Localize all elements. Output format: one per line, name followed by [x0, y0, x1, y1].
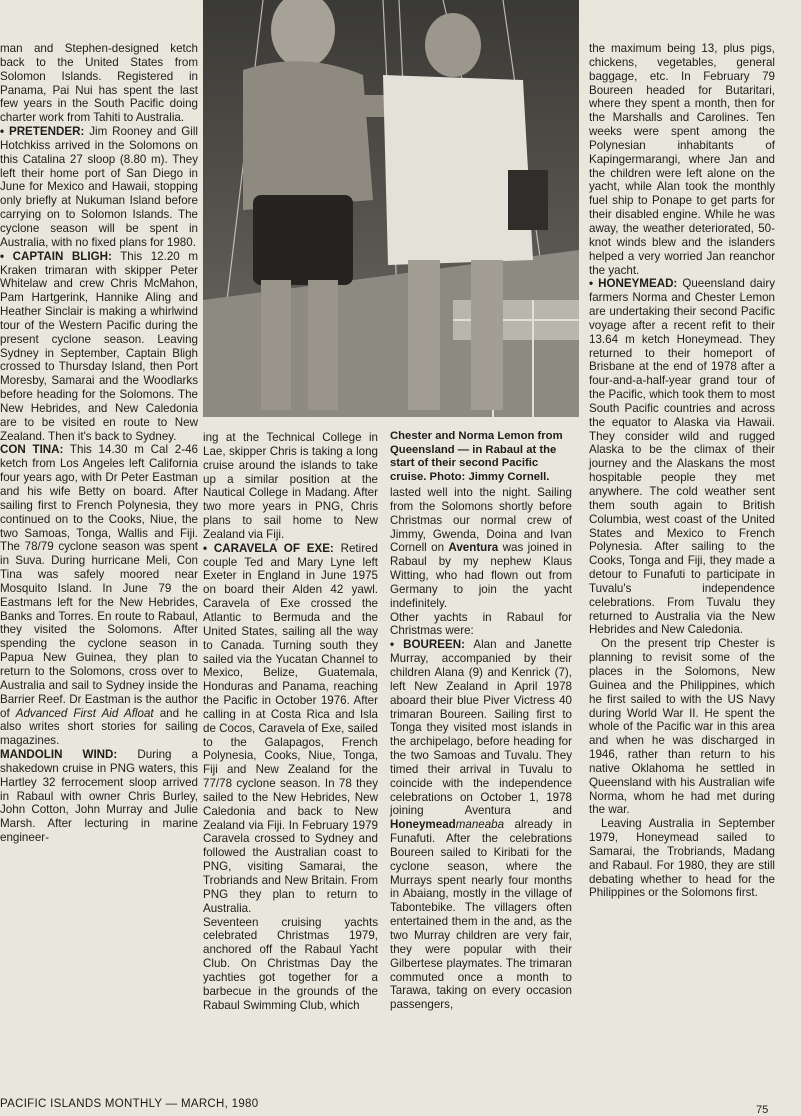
paragraph-text: and he also writes short stories for sailing magazines. [0, 706, 199, 748]
paragraph-text: Other yachts in Rabaul for Christmas were: [390, 610, 572, 638]
paragraph-text: Leaving Australia in September 1979, Honeymead sailed to Samarai, the Trobriands, Madang and Rabaul. For 1980, they are still debating whether to head for the Philippines or the Solomons first. [589, 817, 775, 900]
paragraph-text: Honeymead [390, 818, 456, 832]
paragraph [0, 250, 198, 444]
paragraph-text: man and Stephen-designed ketch back to the United States from Solomon Islands. Registered in Panama, Pai Nui has spent the last few years in the South Pacific doing charter work from Tahiti to Australia. [0, 42, 198, 125]
paragraph-text: was joined in Rabaul by my nephew Klaus Witting, who had flown out from Germany to join the yacht indefinitely. [390, 541, 572, 610]
paragraph-text: Jim Rooney and Gill Hotchkiss arrived in the Solomons on this Catalina 27 sloop (8.80 m). They left their home port of San Diego in June for Mexico and Hawaii, stopping only briefly at Nukuman Island before carrying on to Solomon Islands. The cyclone season will be spent in Australia, with no fixed plans for 1980. [0, 125, 198, 249]
column-1 [0, 42, 198, 845]
entry-heading: CON TINA: [0, 443, 64, 457]
paragraph-text: This 14.30 m Cal 2-46 ketch from Los Angeles left California four years ago, with Dr Peter Eastman and his wife Betty on board. After sailing first to French Polynesia, they continued on to the Cooks, Niue, the two Samoas, Tonga, Wallis and Fiji. The 78/79 cyclone season was spent in Suva. During hurricane Meli, Con Tina was safely moored near Mosquito Island. In June 79 the Eastmans left for the New Hebrides, Banks and Torres. En route to Rabaul, they visited the Solomons. After spending the cyclone season in Papua New Guinea, they plan to return to the Solomons, cross over to Australia and sail to Sydney inside the Barrier Reef. Dr Eastman is the author of [0, 443, 198, 720]
paragraph-text: maneaba [455, 818, 505, 832]
paragraph [0, 42, 198, 125]
paragraph-text: ing at the Technical College in Lae, skipper Chris is taking a long cruise around the islands to take up a similar position at the Nautical College in Madang. After two more years in PNG, Chris plans to sail home to New Zealand via Fiji. [203, 431, 378, 541]
footer-publication: PACIFIC ISLANDS MONTHLY — MARCH, 1980 [0, 1098, 259, 1110]
paragraph-text: Queensland dairy farmers Norma and Chester Lemon are undertaking their second Pacific voyage after a recent refit to their 13.64 m ketch Honeymead. They returned to their homeport of Brisbane at the end of 1978 after a four-and-a-half-year grand tour of the Pacific, which took them to most South Pacific countries and across the equator to Alaska via Hawaii. They consider wild and rugged Alaska to be the climax of their journey and the Alaskans the most hospitable people they met anywhere. The cold weather sent them south again to British Columbia, west coast of the United States and Mexico to French Polynesia. After sailing to the Cooks, Tonga and Fiji, they made a detour to Funafuti to participate in Tuvalu's independence celebrations. From Tuvalu they returned to Australia via the New Hebrides and New Caledonia. [589, 277, 775, 637]
paragraph [589, 637, 775, 817]
column-2 [203, 431, 378, 1012]
paragraph-text: Retired couple Ted and Mary Lyne left Exeter in England in June 1975 on board their Alden 42 yawl. Caravela of Exe crossed the Atlantic to Bermuda and the United States, sailing all the way to Canada. Turning south they sailed via the Yucatan Channel to Mexico, Belize, Guatemala, Honduras and Panama, reaching the Pacific in October 1976. After calling in at Costa Rica and Isla de Cocos, Caravela of Exe, sailed to the Galapagos, French Polynesia, Cooks, Niue, Tonga, Fiji and New Zealand for the 77/78 cyclone season. In 78 they sailed to the New Hebrides, New Caledonia and back to New Zealand via Fiji. In February 1979 Caravela crossed to Sydney and followed the Australian coast to PNG, visiting Samarai, the Trobriands and New Britain. From PNG they plan to return to Australia. [203, 541, 378, 915]
paragraph-text: the maximum being 13, plus pigs, chickens, vegetables, general baggage, etc. In February 79 Boureen headed for Butaritari, where they spent a month, then for the Marshalls and Carolines. Ten weeks were spent among the Polynesian inhabitants of Kapingermarangi, where Jan and the children were left alone on the yacht, while Alan took the monthly fuel ship to Ponape to get parts for their disabled engine. While he was away, the weather deteriorated, 50-knot winds blew and the islanders helped a very worried Jan reanchor the yacht. [589, 42, 775, 277]
paragraph-text: On the present trip Chester is planning to revisit some of the places in the Solomons, New Guinea and the Philippines, which he first sailed to with the US Navy during World War II. He spent the whole of the Pacific war in this area and when he was discharged in 1946, rather than return to his native Oklahoma he settled in Queensland with his Australian wife Norma, whom he had met during the war. [589, 637, 775, 817]
paragraph [589, 817, 775, 900]
paragraph [203, 542, 378, 916]
paragraph [390, 611, 572, 639]
photo-chester-and-norma-lemon [203, 0, 579, 417]
entry-heading: • CARAVELA OF EXE: [203, 541, 334, 555]
paragraph-text: Seventeen cruising yachts celebrated Christmas 1979, anchored off the Rabaul Yacht Club. On Christmas Day the yachties got together for a barbecue in the grounds of the Rabaul Swimming Club, which [203, 915, 378, 1012]
column-4 [589, 42, 775, 900]
page-number: 75 [756, 1104, 769, 1116]
entry-heading: • CAPTAIN BLIGH: [0, 249, 112, 263]
paragraph [390, 486, 572, 611]
paragraph-text: already in Funafuti. After the celebrations Boureen sailed to Kiribati for the cyclone season, where the Murrays spent nearly four months in Abaiang, mostly in the village of Tabontebike. The villagers often entertained them in the [390, 818, 572, 929]
photo-illustration [203, 0, 579, 417]
paragraph-text: Alan and Janette Murray, accompanied by their children Alana (9) and Kenrick (7), left New Zealand in April 1978 aboard their blue Piver Victress 40 trimaran Boureen. Sailing first to Tonga they visited most islands in the archipelago, before heading for the two Samoas and Tuvalu. They timed their arrival in Tuvalu to coincide with the independence celebrations on October 1, 1978 joining Aventura and [390, 638, 572, 818]
paragraph [589, 277, 775, 637]
paragraph [0, 443, 198, 748]
entry-heading: MANDOLIN WIND: [0, 748, 118, 762]
paragraph-text: Advanced First Aid Afloat [15, 706, 154, 720]
paragraph-text: During a shakedown cruise in PNG waters, this Hartley 32 ferrocement sloop arrived in Rabaul with owner Chris Burley, John Cotton, John Murray and Julie Marsh. After lecturing in marine engineer- [0, 748, 198, 845]
paragraph-text: lasted well into the night. Sailing from the Solomons shortly before Christmas our normal crew of Jimmy, Gwenda, Doina and Ivan Cornell on [390, 486, 572, 555]
column-3 [390, 486, 572, 1012]
paragraph [203, 916, 378, 1013]
paragraph [589, 42, 775, 277]
entry-heading: • PRETENDER: [0, 125, 85, 139]
paragraph [0, 125, 198, 250]
paragraph [0, 748, 198, 845]
paragraph-text: and, as the two Murray children are very fair, they were popular with their Gilbertese playmates. The trimaran commuted once a month to Tarawa, taking on every occasion passengers, [390, 915, 572, 1012]
entry-heading: • HONEYMEAD: [589, 277, 678, 291]
entry-heading: • BOUREEN: [390, 638, 465, 652]
photo-caption: Chester and Norma Lemon from Queensland — in Rabaul at the start of their second Pacific cruise. Photo: Jimmy Cornell. [390, 430, 563, 483]
paragraph [203, 431, 378, 542]
paragraph [390, 638, 572, 1012]
paragraph-text: This 12.20 m Kraken trimaran with skipper Peter Whitelaw and crew Chris McMahon, Pam Hartgerink, Hannike Aling and Heather Sinclair is making a whirlwind tour of the Western Pacific during the present cyclone season. Leaving Sydney in September, Captain Bligh crossed to Thursday Island, then Port Moresby, Samarai and the Woodlarks before heading for the Solomons. The New Hebrides, and New Caledonia are to be visited en route to New Zealand. Then it's back to Sydney. [0, 249, 198, 443]
paragraph-text: Aventura [448, 541, 499, 555]
